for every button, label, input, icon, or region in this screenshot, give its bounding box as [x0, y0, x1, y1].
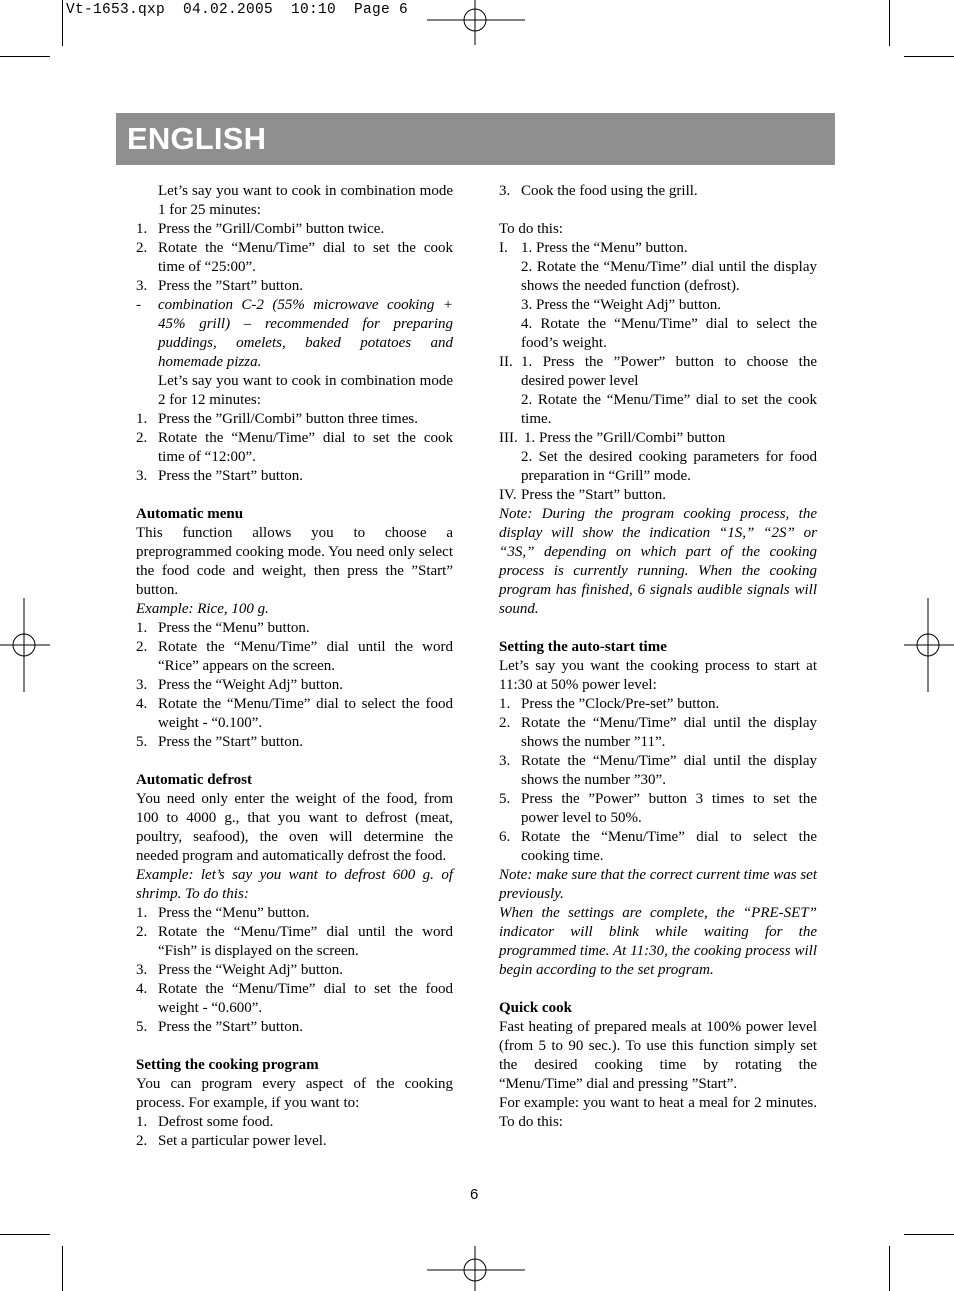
substep: 2. Rotate the “Menu/Time” dial until the display shows the needed function (defrost). — [521, 259, 817, 294]
list-number: 2. — [136, 1133, 148, 1149]
list-text: Press the “Menu” button. — [158, 905, 310, 921]
list-number: 1. — [136, 905, 148, 921]
crop-mark — [62, 0, 63, 46]
list-number: 2. — [136, 924, 148, 940]
list-item — [136, 1132, 453, 1151]
step-text: 1. Press the ”Power” button to choose the desired power level — [521, 354, 817, 389]
registration-mark-right — [904, 598, 954, 692]
list-text: Press the ”Start” button. — [158, 1019, 303, 1035]
roman-number: III. — [499, 430, 518, 446]
list-number: 2. — [136, 639, 148, 655]
left-column — [136, 182, 453, 1151]
list-number: 1. — [136, 411, 148, 427]
substep: 3. Press the “Weight Adj” button. — [521, 297, 722, 313]
list-text: Rotate the “Menu/Time” dial to set the cook time of “25:00”. — [158, 240, 453, 275]
example-text: Example: let’s say you want to defrost 600 g. of shrimp. To do this: — [136, 867, 453, 902]
list-text: Rotate the “Menu/Time” dial to set the cook time of “12:00”. — [158, 430, 453, 465]
substep: 2. Rotate the “Menu/Time” dial to set the cook time. — [521, 392, 817, 427]
list-text: Press the ”Grill/Combi” button three times. — [158, 411, 418, 427]
list-text: Press the ”Start” button. — [158, 468, 303, 484]
list-number: 1. — [136, 221, 148, 237]
list-item — [136, 733, 453, 752]
list-text: combination C-2 (55% microwave cooking + 45% grill) – recommended for preparing puddings, omelets, baked potatoes and homemade pizza. — [158, 297, 453, 370]
step-text: Press the ”Start” button. — [521, 487, 666, 503]
roman-step — [499, 239, 817, 258]
list-item — [136, 239, 453, 277]
paragraph: You need only enter the weight of the food, from 100 to 4000 g., that you want to defrost (meat, poultry, seafood), the oven will determine the needed program and automatically defrost the food. — [136, 791, 453, 864]
list-number: 2. — [499, 715, 511, 731]
list-text: Press the “Menu” button. — [158, 620, 310, 636]
list-number: 2. — [136, 430, 148, 446]
roman-number: I. — [499, 240, 508, 256]
list-item — [136, 1113, 453, 1132]
list-item — [136, 1018, 453, 1037]
paragraph: For example: you want to heat a meal for 2 minutes. To do this: — [499, 1095, 817, 1130]
roman-number: II. — [499, 354, 513, 370]
list-number: 3. — [136, 278, 148, 294]
note-text: When the settings are complete, the “PRE-SET” indicator will blink while waiting for the programmed time. At 11:30, the cooking process will begin according to the set program. — [499, 905, 817, 978]
paragraph: To do this: — [499, 221, 563, 237]
page-number: 6 — [470, 1186, 479, 1203]
list-text: Defrost some food. — [158, 1114, 274, 1130]
crop-mark — [0, 56, 50, 57]
note-text: Note: make sure that the correct current time was set previously. — [499, 867, 817, 902]
list-text: Press the ”Clock/Pre-set” button. — [521, 696, 720, 712]
section-heading: Setting the auto-start time — [499, 639, 667, 655]
list-item — [136, 980, 453, 1018]
list-item — [136, 410, 453, 429]
list-item — [136, 638, 453, 676]
list-number: 3. — [136, 677, 148, 693]
paragraph: This function allows you to choose a preprogrammed cooking mode. You need only select the food code and weight, then press the ”Start” button. — [136, 525, 453, 598]
list-item — [136, 695, 453, 733]
list-text: Press the ”Power” button 3 times to set the power level to 50%. — [521, 791, 817, 826]
list-number: 3. — [136, 962, 148, 978]
section-banner — [116, 113, 835, 165]
list-text: Press the “Weight Adj” button. — [158, 962, 344, 978]
list-number: 2. — [136, 240, 148, 256]
crop-mark — [0, 1234, 50, 1235]
list-text: Rotate the “Menu/Time” dial until the word “Fish” is displayed on the screen. — [158, 924, 453, 959]
list-text: Press the ”Start” button. — [158, 278, 303, 294]
crop-mark — [889, 1246, 890, 1291]
list-item — [136, 619, 453, 638]
registration-mark-top — [427, 0, 525, 45]
list-text: Cook the food using the grill. — [521, 183, 698, 199]
registration-mark-bottom — [427, 1246, 525, 1291]
substep: 2. Set the desired cooking parameters for food preparation in “Grill” mode. — [521, 449, 817, 484]
list-text: Press the “Weight Adj” button. — [158, 677, 344, 693]
list-item — [499, 828, 817, 866]
list-number: 1. — [136, 1114, 148, 1130]
list-item — [136, 923, 453, 961]
banner-title: ENGLISH — [127, 121, 267, 156]
example-text: Example: Rice, 100 g. — [136, 601, 269, 617]
paragraph: Let’s say you want to cook in combination mode 2 for 12 minutes: — [158, 373, 453, 408]
list-item — [136, 467, 453, 486]
section-heading: Quick cook — [499, 1000, 572, 1016]
crop-mark — [62, 1246, 63, 1291]
right-column — [499, 182, 817, 1132]
crop-mark — [889, 0, 890, 46]
list-item — [499, 752, 817, 790]
list-number: 3. — [499, 183, 511, 199]
roman-number: IV. — [499, 487, 517, 503]
section-heading: Automatic menu — [136, 506, 244, 522]
section-heading: Automatic defrost — [136, 772, 252, 788]
section-heading: Setting the cooking program — [136, 1057, 319, 1073]
paragraph: Fast heating of prepared meals at 100% power level (from 5 to 90 sec.). To use this function simply set the desired cooking time by rotating the “Menu/Time” dial and pressing ”Start”. — [499, 1019, 817, 1092]
list-text: Press the ”Grill/Combi” button twice. — [158, 221, 385, 237]
list-number: 1. — [499, 696, 511, 712]
substep: 4. Rotate the “Menu/Time” dial to select the food’s weight. — [521, 316, 817, 351]
list-text: Rotate the “Menu/Time” dial to set the food weight - “0.600”. — [158, 981, 453, 1016]
list-number: 5. — [136, 734, 148, 750]
step-text: 1. Press the “Menu” button. — [521, 240, 688, 256]
list-item — [136, 904, 453, 923]
paragraph: Let’s say you want to cook in combination mode 1 for 25 minutes: — [158, 183, 453, 218]
list-number: 6. — [499, 829, 511, 845]
crop-mark — [904, 1234, 954, 1235]
list-item — [136, 277, 453, 296]
list-item — [499, 714, 817, 752]
list-dash: - — [136, 297, 141, 313]
list-item — [499, 182, 817, 201]
crop-mark — [904, 56, 954, 57]
print-slug: Vt-1653.qxp 04.02.2005 10:10 Page 6 — [66, 2, 409, 18]
step-text: 1. Press the ”Grill/Combi” button — [524, 430, 726, 446]
list-text: Rotate the “Menu/Time” dial until the display shows the number ”11”. — [521, 715, 817, 750]
paragraph: You can program every aspect of the cooking process. For example, if you want to: — [136, 1076, 453, 1111]
list-number: 5. — [136, 1019, 148, 1035]
list-number: 3. — [499, 753, 511, 769]
paragraph: Let’s say you want the cooking process to start at 11:30 at 50% power level: — [499, 658, 817, 693]
roman-step — [499, 486, 817, 505]
list-text: Set a particular power level. — [158, 1133, 327, 1149]
list-number: 4. — [136, 696, 148, 712]
registration-mark-left — [0, 598, 50, 692]
list-item — [499, 695, 817, 714]
list-item — [499, 790, 817, 828]
roman-step — [499, 353, 817, 391]
note-text: Note: During the program cooking process, the display will show the indication “1S,” “2S” or “3S,” depending on which part of the cooking process is currently running. When the cooking program has finished, 6 signals audible signals will sound. — [499, 506, 817, 617]
list-number: 4. — [136, 981, 148, 997]
list-item — [136, 296, 453, 372]
list-number: 5. — [499, 791, 511, 807]
list-item — [136, 220, 453, 239]
list-text: Rotate the “Menu/Time” dial until the display shows the number ”30”. — [521, 753, 817, 788]
roman-step — [499, 429, 817, 448]
list-number: 1. — [136, 620, 148, 636]
list-text: Rotate the “Menu/Time” dial until the word “Rice” appears on the screen. — [158, 639, 453, 674]
list-text: Press the ”Start” button. — [158, 734, 303, 750]
list-text: Rotate the “Menu/Time” dial to select the food weight - “0.100”. — [158, 696, 453, 731]
list-item — [136, 676, 453, 695]
list-number: 3. — [136, 468, 148, 484]
list-text: Rotate the “Menu/Time” dial to select the cooking time. — [521, 829, 817, 864]
list-item — [136, 429, 453, 467]
list-item — [136, 961, 453, 980]
